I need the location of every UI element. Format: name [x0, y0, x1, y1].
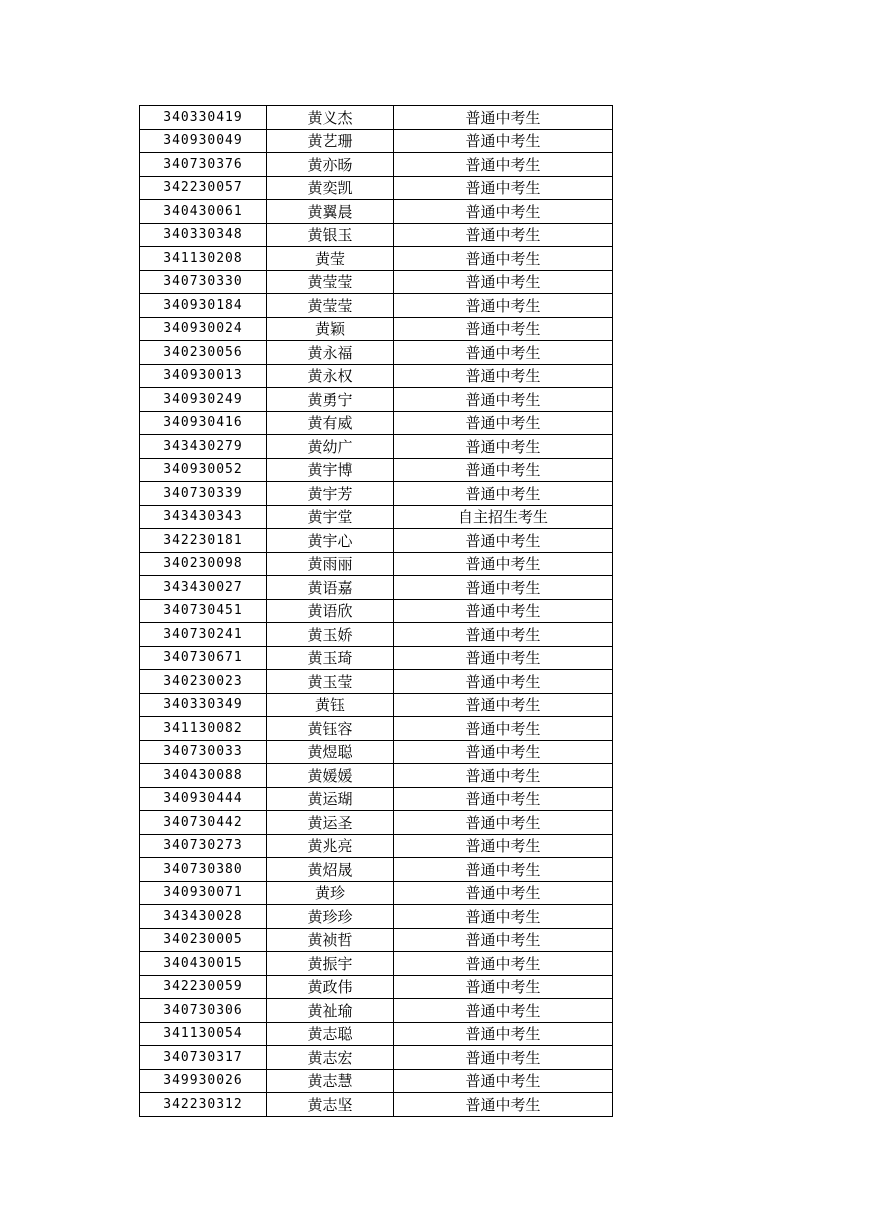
table-row: [140, 834, 613, 858]
student-name-cell: 黄有威: [267, 411, 394, 435]
table-row: [140, 811, 613, 835]
candidate-type-cell: 普通中考生: [394, 740, 613, 764]
candidate-type-cell: 普通中考生: [394, 458, 613, 482]
table-row: [140, 1022, 613, 1046]
candidate-type-cell: 普通中考生: [394, 317, 613, 341]
table-row: [140, 928, 613, 952]
candidate-type-cell: 普通中考生: [394, 905, 613, 929]
student-name-cell: 黄玉娇: [267, 623, 394, 647]
exam-id-cell: 340430061: [140, 200, 267, 224]
table-row: [140, 341, 613, 365]
candidate-type-cell: 普通中考生: [394, 247, 613, 271]
table-row: [140, 975, 613, 999]
student-name-cell: 黄永福: [267, 341, 394, 365]
student-name-cell: 黄奕凯: [267, 176, 394, 200]
table-row: [140, 106, 613, 130]
exam-id-cell: 340930024: [140, 317, 267, 341]
table-row: [140, 999, 613, 1023]
candidate-type-cell: 自主招生考生: [394, 505, 613, 529]
exam-id-cell: 340330349: [140, 693, 267, 717]
exam-id-cell: 341130082: [140, 717, 267, 741]
table-row: [140, 952, 613, 976]
table-row: [140, 646, 613, 670]
exam-id-cell: 340730241: [140, 623, 267, 647]
table-row: [140, 552, 613, 576]
student-name-cell: 黄志坚: [267, 1093, 394, 1117]
table-row: [140, 223, 613, 247]
exam-id-cell: 343430028: [140, 905, 267, 929]
candidate-type-cell: 普通中考生: [394, 388, 613, 412]
exam-id-cell: 340930184: [140, 294, 267, 318]
table-row: [140, 740, 613, 764]
exam-id-cell: 343430343: [140, 505, 267, 529]
exam-id-cell: 343430027: [140, 576, 267, 600]
table-row: [140, 458, 613, 482]
candidate-type-cell: 普通中考生: [394, 811, 613, 835]
candidate-type-cell: 普通中考生: [394, 294, 613, 318]
candidate-type-cell: 普通中考生: [394, 881, 613, 905]
exam-id-cell: 340730317: [140, 1046, 267, 1070]
table-row: [140, 294, 613, 318]
student-name-cell: 黄祯哲: [267, 928, 394, 952]
student-name-cell: 黄莹: [267, 247, 394, 271]
candidate-type-cell: 普通中考生: [394, 764, 613, 788]
exam-id-cell: 340230056: [140, 341, 267, 365]
exam-id-cell: 340930249: [140, 388, 267, 412]
table-row: [140, 529, 613, 553]
exam-id-cell: 343430279: [140, 435, 267, 459]
exam-id-cell: 340230098: [140, 552, 267, 576]
candidate-type-cell: 普通中考生: [394, 999, 613, 1023]
student-name-cell: 黄语欣: [267, 599, 394, 623]
candidate-type-cell: 普通中考生: [394, 176, 613, 200]
exam-id-cell: 340930052: [140, 458, 267, 482]
student-name-cell: 黄祉瑜: [267, 999, 394, 1023]
exam-id-cell: 340930049: [140, 129, 267, 153]
student-name-cell: 黄玉莹: [267, 670, 394, 694]
table-row: [140, 764, 613, 788]
exam-id-cell: 342230312: [140, 1093, 267, 1117]
table-row: [140, 787, 613, 811]
candidate-type-cell: 普通中考生: [394, 270, 613, 294]
candidate-type-cell: 普通中考生: [394, 670, 613, 694]
candidate-type-cell: 普通中考生: [394, 1022, 613, 1046]
exam-id-cell: 342230057: [140, 176, 267, 200]
candidate-type-cell: 普通中考生: [394, 623, 613, 647]
candidate-type-cell: 普通中考生: [394, 200, 613, 224]
table-row: [140, 693, 613, 717]
table-row: [140, 670, 613, 694]
table-row: [140, 317, 613, 341]
student-name-cell: 黄莹莹: [267, 270, 394, 294]
student-name-cell: 黄兆亮: [267, 834, 394, 858]
candidate-type-cell: 普通中考生: [394, 834, 613, 858]
exam-id-cell: 340730273: [140, 834, 267, 858]
student-name-cell: 黄宇芳: [267, 482, 394, 506]
exam-id-cell: 340430088: [140, 764, 267, 788]
exam-id-cell: 340930013: [140, 364, 267, 388]
table-row: [140, 153, 613, 177]
table-row: [140, 1093, 613, 1117]
candidate-type-cell: 普通中考生: [394, 482, 613, 506]
student-name-cell: 黄银玉: [267, 223, 394, 247]
exam-id-cell: 340930071: [140, 881, 267, 905]
exam-id-cell: 340730380: [140, 858, 267, 882]
table-row: [140, 1046, 613, 1070]
student-name-cell: 黄勇宁: [267, 388, 394, 412]
exam-id-cell: 341130054: [140, 1022, 267, 1046]
table-row: [140, 247, 613, 271]
table-row: [140, 881, 613, 905]
exam-id-cell: 349930026: [140, 1069, 267, 1093]
exam-id-cell: 340730442: [140, 811, 267, 835]
student-name-cell: 黄运圣: [267, 811, 394, 835]
table-row: [140, 388, 613, 412]
student-name-cell: 黄宇堂: [267, 505, 394, 529]
student-name-cell: 黄运瑚: [267, 787, 394, 811]
table-row: [140, 858, 613, 882]
table-row: [140, 200, 613, 224]
exam-id-cell: 340430015: [140, 952, 267, 976]
candidate-type-cell: 普通中考生: [394, 975, 613, 999]
student-name-cell: 黄珍珍: [267, 905, 394, 929]
exam-id-cell: 340930416: [140, 411, 267, 435]
candidate-type-cell: 普通中考生: [394, 153, 613, 177]
candidate-type-cell: 普通中考生: [394, 106, 613, 130]
candidate-type-cell: 普通中考生: [394, 576, 613, 600]
student-name-cell: 黄炤晟: [267, 858, 394, 882]
candidate-type-cell: 普通中考生: [394, 858, 613, 882]
student-name-cell: 黄钰: [267, 693, 394, 717]
table-row: [140, 435, 613, 459]
table-row: [140, 623, 613, 647]
candidate-type-cell: 普通中考生: [394, 1046, 613, 1070]
student-name-cell: 黄语嘉: [267, 576, 394, 600]
student-name-cell: 黄翼晨: [267, 200, 394, 224]
candidate-type-cell: 普通中考生: [394, 529, 613, 553]
table-row: [140, 129, 613, 153]
table-row: [140, 482, 613, 506]
table-row: [140, 717, 613, 741]
exam-id-cell: 340730306: [140, 999, 267, 1023]
exam-id-cell: 340230005: [140, 928, 267, 952]
candidate-type-cell: 普通中考生: [394, 411, 613, 435]
student-name-cell: 黄钰容: [267, 717, 394, 741]
table-row: [140, 176, 613, 200]
candidate-type-cell: 普通中考生: [394, 552, 613, 576]
table-row: [140, 270, 613, 294]
roster-body: [140, 106, 613, 1117]
student-name-cell: 黄煜聪: [267, 740, 394, 764]
exam-id-cell: 342230181: [140, 529, 267, 553]
student-name-cell: 黄永权: [267, 364, 394, 388]
student-name-cell: 黄媛媛: [267, 764, 394, 788]
candidate-type-cell: 普通中考生: [394, 364, 613, 388]
student-name-cell: 黄颖: [267, 317, 394, 341]
student-roster-table: [139, 105, 613, 1117]
exam-id-cell: 342230059: [140, 975, 267, 999]
candidate-type-cell: 普通中考生: [394, 599, 613, 623]
exam-id-cell: 340730671: [140, 646, 267, 670]
table-row: [140, 505, 613, 529]
student-name-cell: 黄玉琦: [267, 646, 394, 670]
student-name-cell: 黄振宇: [267, 952, 394, 976]
candidate-type-cell: 普通中考生: [394, 341, 613, 365]
exam-id-cell: 340730330: [140, 270, 267, 294]
student-name-cell: 黄艺珊: [267, 129, 394, 153]
candidate-type-cell: 普通中考生: [394, 787, 613, 811]
candidate-type-cell: 普通中考生: [394, 717, 613, 741]
exam-id-cell: 341130208: [140, 247, 267, 271]
exam-id-cell: 340230023: [140, 670, 267, 694]
table-row: [140, 1069, 613, 1093]
student-name-cell: 黄宇心: [267, 529, 394, 553]
candidate-type-cell: 普通中考生: [394, 223, 613, 247]
candidate-type-cell: 普通中考生: [394, 952, 613, 976]
candidate-type-cell: 普通中考生: [394, 1069, 613, 1093]
exam-id-cell: 340330419: [140, 106, 267, 130]
exam-id-cell: 340730451: [140, 599, 267, 623]
candidate-type-cell: 普通中考生: [394, 129, 613, 153]
student-name-cell: 黄幼广: [267, 435, 394, 459]
candidate-type-cell: 普通中考生: [394, 928, 613, 952]
table-row: [140, 576, 613, 600]
table-row: [140, 905, 613, 929]
exam-id-cell: 340730033: [140, 740, 267, 764]
exam-id-cell: 340730339: [140, 482, 267, 506]
student-name-cell: 黄珍: [267, 881, 394, 905]
student-name-cell: 黄志慧: [267, 1069, 394, 1093]
student-name-cell: 黄义杰: [267, 106, 394, 130]
student-name-cell: 黄志聪: [267, 1022, 394, 1046]
candidate-type-cell: 普通中考生: [394, 435, 613, 459]
exam-id-cell: 340930444: [140, 787, 267, 811]
candidate-type-cell: 普通中考生: [394, 693, 613, 717]
table-row: [140, 411, 613, 435]
table-row: [140, 364, 613, 388]
exam-id-cell: 340330348: [140, 223, 267, 247]
student-name-cell: 黄莹莹: [267, 294, 394, 318]
student-name-cell: 黄宇博: [267, 458, 394, 482]
candidate-type-cell: 普通中考生: [394, 1093, 613, 1117]
student-name-cell: 黄亦旸: [267, 153, 394, 177]
exam-id-cell: 340730376: [140, 153, 267, 177]
candidate-type-cell: 普通中考生: [394, 646, 613, 670]
student-name-cell: 黄政伟: [267, 975, 394, 999]
table-row: [140, 599, 613, 623]
student-name-cell: 黄雨丽: [267, 552, 394, 576]
student-name-cell: 黄志宏: [267, 1046, 394, 1070]
